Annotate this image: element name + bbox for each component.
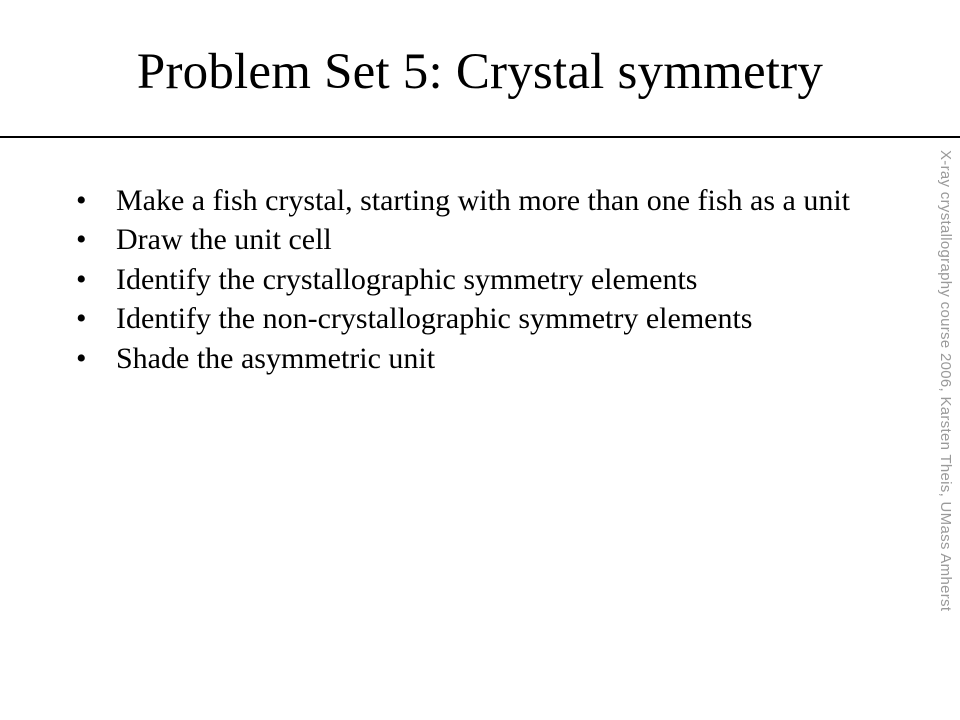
bullet-marker-icon: • [76, 223, 87, 257]
list-item-text: Identify the non-crystallographic symmetry elements [116, 302, 753, 336]
sidebar-credit-text: X-ray crystallography course 2006, Karsten Theis, UMass Amherst [937, 150, 954, 612]
list-item-text: Make a fish crystal, starting with more than one fish as a unit [116, 184, 850, 217]
list-item-text: Identify the crystallographic symmetry elements [116, 262, 698, 296]
bullet-marker-icon: • [76, 341, 87, 375]
list-item-text: Draw the unit cell [116, 223, 332, 257]
list-item [66, 182, 876, 220]
title-divider [0, 136, 960, 138]
bullet-list [66, 182, 876, 379]
list-item [66, 300, 876, 338]
page-title: Problem Set 5: Crystal symmetry [136, 44, 824, 100]
list-item [66, 340, 876, 378]
list-item [66, 261, 876, 299]
list-item-text: Shade the asymmetric unit [116, 341, 436, 375]
bullet-marker-icon: • [76, 184, 87, 217]
list-item [66, 221, 876, 259]
bullet-marker-icon: • [76, 262, 87, 296]
bullet-marker-icon: • [76, 302, 87, 336]
